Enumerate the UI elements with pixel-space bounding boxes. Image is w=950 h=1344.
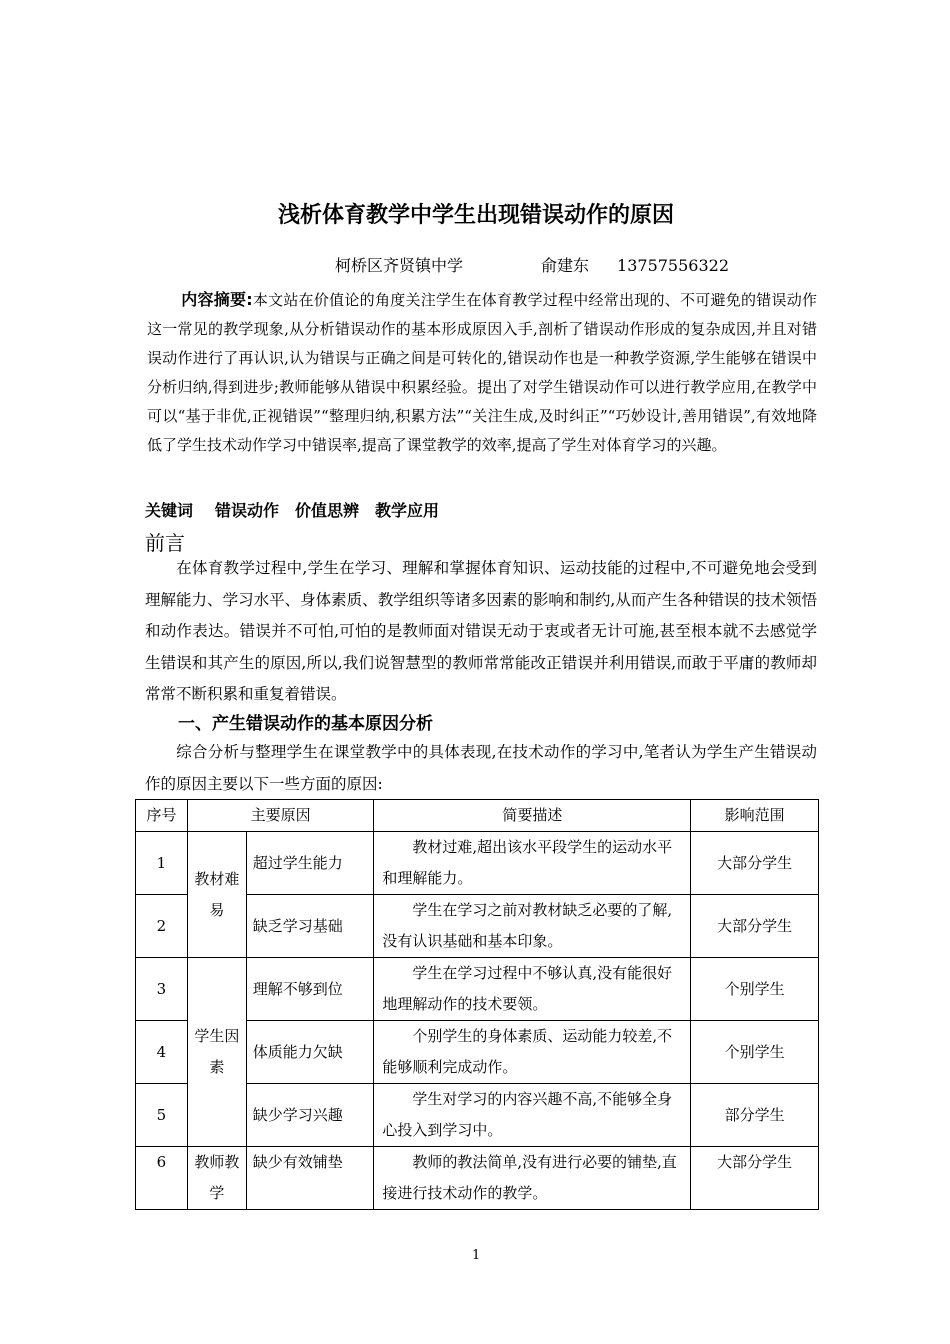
description-cell: [374, 1147, 691, 1210]
keyword-item: 教学应用: [375, 501, 440, 520]
group-cell: 学生因素: [187, 958, 246, 1147]
table-header-row: [136, 800, 819, 832]
abstract: [147, 285, 817, 460]
scope-cell: 大部分学生: [691, 895, 819, 958]
header-cell: 序号: [136, 800, 188, 832]
keywords-label: 关键词: [145, 501, 194, 520]
header-cell: 影响范围: [691, 800, 819, 832]
row-number: 3: [136, 958, 188, 1021]
preface-text: 在体育教学过程中,学生在学习、理解和掌握体育知识、运动技能的过程中,不可避免地会受到理解能力、学习水平、身体素质、教学组织等诸多因素的影响和制约,从而产生各种错误的技术领悟和动作表达。错误并不可怕,可怕的是教师面对错误无动于衷或者无计可施,甚至根本就不去感觉学生错误和其产生的原因,所以,我们说智慧型的教师常常能改正错误并利用错误,而敢于平庸的教师却常常不断积累和重复着错误。: [145, 559, 817, 703]
section-heading: 一、产生错误动作的基本原因分析: [178, 714, 433, 734]
scope-cell: 个别学生: [691, 1021, 819, 1084]
scope-cell: 大部分学生: [691, 1147, 819, 1210]
table-row: [136, 1147, 819, 1210]
description-cell: [374, 958, 691, 1021]
row-number: 6: [136, 1147, 188, 1210]
abstract-text: 本文站在价值论的角度关注学生在体育教学过程中经常出现的、不可避免的错误动作这一常见的教学现象,从分析错误动作的基本形成原因入手,剖析了错误动作形成的复杂成因,并且对错误动作进行了再认识,认为错误与正确之间是可转化的,错误动作也是一种教学资源,学生能够在错误中分析归纳,得到进步;教师能够从错误中积累经验。提出了对学生错误动作可以进行教学应用,在教学中可以“基于非优,正视错误”“整理归纳,积累方法”“关注生成,及时纠正”“巧妙设计,善用错误”,有效地降低了学生技术动作学习中错误率,提高了课堂教学的效率,提高了学生对体育学习的兴趣。: [147, 291, 817, 454]
group-cell: 教材难易: [187, 832, 246, 958]
description-text: 学生在学习之前对教材缺乏必要的了解,没有认识基础和基本印象。: [382, 901, 673, 950]
scope-cell: 大部分学生: [691, 832, 819, 895]
reason-cell: 缺少有效铺垫: [246, 1147, 374, 1210]
header-cell: 主要原因: [187, 800, 373, 832]
keyword-item: 价值思辨: [295, 501, 360, 520]
section-text: 综合分析与整理学生在课堂教学中的具体表现,在技术动作的学习中,笔者认为学生产生错误动作的原因主要以下一些方面的原因:: [145, 743, 817, 793]
reason-cell: 体质能力欠缺: [246, 1021, 374, 1084]
description-cell: [374, 832, 691, 895]
abstract-label: 内容摘要:: [181, 290, 253, 309]
reason-cell: 缺少学习兴趣: [246, 1084, 374, 1147]
description-text: 学生对学习的内容兴趣不高,不能够全身心投入到学习中。: [382, 1090, 673, 1139]
reason-cell: 缺乏学习基础: [246, 895, 374, 958]
description-text: 教师的教法简单,没有进行必要的铺垫,直接进行技术动作的教学。: [382, 1153, 677, 1202]
author-line: [335, 253, 729, 276]
author-phone: 13757556322: [617, 256, 730, 275]
row-number: 4: [136, 1021, 188, 1084]
scope-cell: 个别学生: [691, 958, 819, 1021]
table-row: [136, 958, 819, 1021]
group-cell: 教师教学: [187, 1147, 246, 1210]
description-text: 个别学生的身体素质、运动能力较差,不能够顺利完成动作。: [382, 1027, 673, 1076]
description-cell: [374, 1021, 691, 1084]
description-cell: [374, 895, 691, 958]
header-cell: 简要描述: [374, 800, 691, 832]
section-paragraph: [145, 737, 817, 800]
description-cell: [374, 1084, 691, 1147]
description-text: 学生在学习过程中不够认真,没有能很好地理解动作的技术要领。: [382, 964, 673, 1013]
row-number: 5: [136, 1084, 188, 1147]
description-text: 教材过难,超出该水平段学生的运动水平和理解能力。: [382, 838, 673, 887]
keyword-item: 错误动作: [215, 501, 280, 520]
row-number: 2: [136, 895, 188, 958]
author-name: 俞建东: [541, 256, 590, 275]
reason-cell: 理解不够到位: [246, 958, 374, 1021]
causes-table: [135, 799, 819, 1210]
document-title: 浅析体育教学中学生出现错误动作的原因: [278, 203, 675, 228]
reason-cell: 超过学生能力: [246, 832, 374, 895]
preface-heading: 前言: [145, 531, 185, 555]
scope-cell: 部分学生: [691, 1084, 819, 1147]
page-number: 1: [472, 1248, 481, 1263]
table-row: [136, 832, 819, 895]
row-number: 1: [136, 832, 188, 895]
keywords: [145, 498, 455, 521]
preface-paragraph: [145, 553, 817, 711]
author-school: 柯桥区齐贤镇中学: [335, 256, 464, 275]
